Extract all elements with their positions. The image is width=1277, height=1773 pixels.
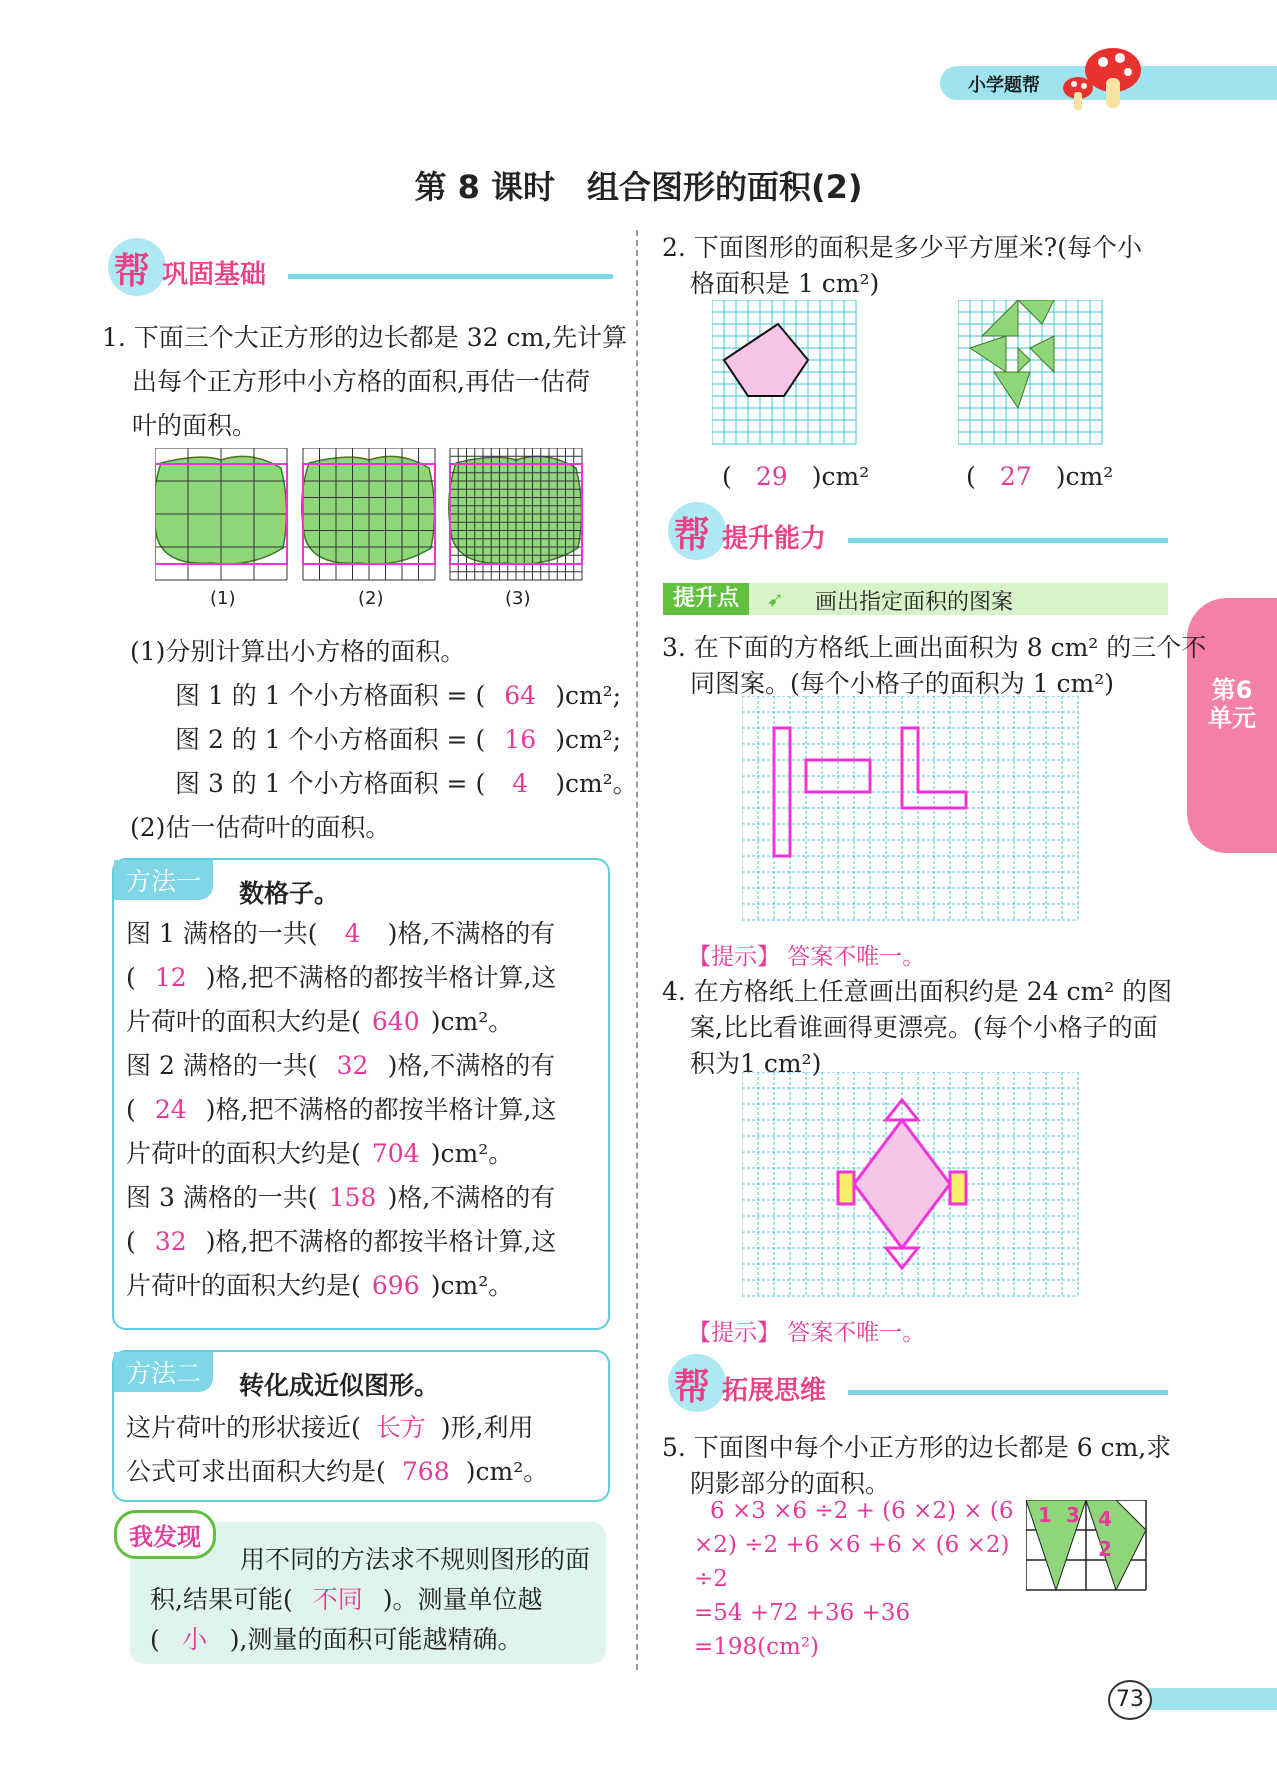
column-divider bbox=[636, 230, 638, 1670]
q1-sub2: (2)估一估荷叶的面积。 bbox=[130, 813, 391, 842]
section-heading-improve: 帮 提升能力 bbox=[668, 502, 1168, 562]
bang-badge: 帮 bbox=[108, 238, 166, 296]
method-1-line: 图 3 满格的一共( 158 )格,不满格的有 bbox=[126, 1183, 556, 1212]
method-1-tag: 方法一 bbox=[114, 860, 213, 900]
bang-badge: 帮 bbox=[668, 1354, 726, 1412]
region-label: 2 bbox=[1098, 1537, 1112, 1561]
tangram-piece bbox=[970, 336, 1006, 372]
mushroom-icon bbox=[1058, 40, 1148, 115]
method-1-line: 片荷叶的面积大约是( 704 )cm²。 bbox=[126, 1139, 514, 1168]
method-1-box bbox=[112, 858, 610, 1330]
method-1-line: ( 12 )格,把不满格的都按半格计算,这 bbox=[126, 963, 557, 992]
method-2-tag: 方法二 bbox=[114, 1352, 213, 1392]
method-1-line: 片荷叶的面积大约是( 696 )cm²。 bbox=[126, 1271, 514, 1300]
q1-row2: 图 2 的 1 个小方格面积 = ( 16 )cm²; bbox=[175, 725, 622, 754]
fig-label-2: (2) bbox=[358, 588, 384, 609]
tangram-piece bbox=[994, 372, 1030, 408]
page-number-bar bbox=[1140, 1688, 1277, 1710]
q4-grid bbox=[742, 1072, 1087, 1302]
region-label: 3 bbox=[1066, 1503, 1080, 1527]
method-1-line: 片荷叶的面积大约是( 640 )cm²。 bbox=[126, 1007, 514, 1036]
unit-label: 第6单元 bbox=[1208, 676, 1256, 732]
discovery-tag: 我发现 bbox=[114, 1510, 216, 1559]
method-1-title: 数格子。 bbox=[239, 879, 340, 908]
diamond-shape bbox=[854, 1120, 950, 1248]
section-heading-consolidate: 帮 巩固基础 bbox=[108, 238, 613, 298]
region-label: 4 bbox=[1098, 1507, 1112, 1531]
lotus-leaf bbox=[302, 456, 435, 564]
brand-label: 小学题帮 bbox=[968, 75, 1040, 96]
q1-row1: 图 1 的 1 个小方格面积 = ( 64 )cm²; bbox=[175, 681, 622, 710]
improvement-point-text: 画出指定面积的图案 bbox=[815, 590, 1014, 615]
q2-answer-1: ( 29 )cm² bbox=[722, 462, 870, 491]
discovery-line-2: 积,结果可能( 不同 )。测量单位越 bbox=[150, 1585, 543, 1614]
tangram-piece bbox=[1018, 348, 1030, 372]
rect-right bbox=[950, 1172, 966, 1204]
bang-badge: 帮 bbox=[668, 502, 726, 560]
q1-sub1: (1)分别计算出小方格的面积。 bbox=[130, 637, 466, 666]
fig-label-1: (1) bbox=[210, 588, 236, 609]
fig-label-3: (3) bbox=[505, 588, 531, 609]
page-number: 73 bbox=[1108, 1680, 1152, 1720]
discovery-line-3: ( 小 ),测量的面积可能越精确。 bbox=[150, 1625, 523, 1654]
method-1-line: 图 1 满格的一共( 4 )格,不满格的有 bbox=[126, 919, 556, 948]
method-2-line-2: 公式可求出面积大约是( 768 )cm²。 bbox=[126, 1457, 549, 1486]
q3-grid bbox=[742, 696, 1087, 926]
method-2-line-1: 这片荷叶的形状接近( 长方 )形,利用 bbox=[126, 1413, 534, 1442]
improvement-point-label: 提升点 bbox=[663, 583, 749, 615]
page-title: 第 8 课时 组合图形的面积(2) bbox=[414, 168, 863, 206]
method-1-line: 图 2 满格的一共( 32 )格,不满格的有 bbox=[126, 1051, 556, 1080]
shaded-region-2 bbox=[1086, 1500, 1146, 1590]
q2-answer-2: ( 27 )cm² bbox=[966, 462, 1114, 491]
q4-hint: 【提示】 答案不唯一。 bbox=[688, 1320, 926, 1346]
method-1-line: ( 24 )格,把不满格的都按半格计算,这 bbox=[126, 1095, 557, 1124]
fish-tangram-grid bbox=[958, 300, 1103, 445]
discovery-line-1: 用不同的方法求不规则图形的面 bbox=[240, 1545, 591, 1574]
method-1-line: ( 32 )格,把不满格的都按半格计算,这 bbox=[126, 1227, 557, 1256]
q1-row3: 图 3 的 1 个小方格面积 = ( 4 )cm²。 bbox=[175, 769, 638, 798]
discovery-box bbox=[130, 1522, 606, 1664]
method-2-box bbox=[112, 1350, 610, 1502]
method-2-title: 转化成近似图形。 bbox=[239, 1371, 440, 1400]
q3-hint: 【提示】 答案不唯一。 bbox=[688, 944, 926, 970]
improvement-point-bar bbox=[663, 583, 1168, 615]
rect-left bbox=[838, 1172, 854, 1204]
region-label: 1 bbox=[1038, 1503, 1052, 1527]
q5-shaded-grid bbox=[1026, 1500, 1171, 1610]
tangram-piece bbox=[982, 300, 1018, 336]
pentagon-grid bbox=[712, 300, 857, 445]
section-heading-expand: 帮 拓展思维 bbox=[668, 1354, 1168, 1414]
pencil-arrow-icon: ➹ bbox=[767, 587, 784, 611]
pentagon-shape bbox=[724, 324, 808, 396]
